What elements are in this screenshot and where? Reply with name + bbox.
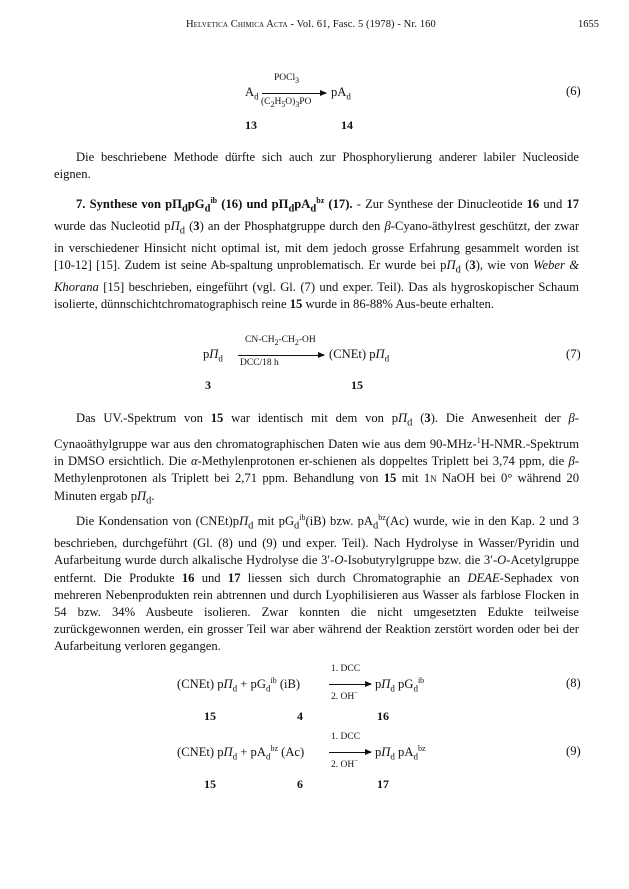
eq6-number: (6): [566, 84, 581, 98]
eq9-reagent-bottom: 2. OH−: [331, 757, 359, 771]
eq9-reagent-top: 1. DCC: [331, 732, 361, 742]
eq7-reactant: $p\Pi_d$: [203, 347, 223, 364]
reaction-arrow-icon: [329, 752, 371, 753]
eq6-label-left: 13: [245, 118, 257, 132]
reaction-arrow-icon: [262, 93, 326, 94]
journal-details: - Vol. 61, Fasc. 5 (1978) - Nr. 160: [287, 19, 436, 30]
eq6-reagent-top: POCl$_3$: [274, 73, 300, 85]
eq8-label-1: 15: [204, 709, 216, 723]
eq6-product: $pA_d$: [331, 85, 351, 102]
eq7-number: (7): [566, 347, 581, 361]
paragraph-1: [54, 149, 579, 183]
eq9-label-2: 6: [297, 777, 303, 791]
eq7-reagent-bottom: DCC/18 h: [240, 358, 279, 368]
eq9-label-3: 17: [377, 777, 389, 791]
eq8-reactants: (CNEt) $p\Pi_d + pG_d^{ib}$ (iB): [177, 676, 301, 694]
eq7-product: (CNEt) $p\Pi_d$: [329, 347, 390, 364]
running-header: [0, 19, 629, 33]
eq7-label-right: 15: [351, 378, 363, 392]
eq9-reactants: (CNEt) $p\Pi_d + pA_d^{bz}$ (Ac): [177, 744, 305, 762]
paragraph-1-text: Die beschriebene Methode dürfte sich auch zur Phosphorylierung anderer labiler Nucleoside eignen.: [54, 150, 579, 182]
paragraph-3-text: Die Kondensation von $(CNEt)p\Pi_d$ mit $pG_d^{ib}(iB)$ bzw. $pA_d^{bz}(Ac)$ wurde, wie in den Kap. 2 und 3 beschrieben, durchgeführt (Gl. (8) und (9) und exper. Teil). Nach Hydrolyse in Wasser/Pyridin und Aufarbeitung wurde durch alkalische Hydrolyse die 3′-O-Isobutyrylgruppe bzw. die 3′-O-Acetylgruppe entfernt. Die Produkte 16 und 17 liessen sich durch Chromatographie an DEAE-Sephadex von mehreren Nebenprodukten rein abtrennen und durch Lyophilisieren aus Wasser als farblose Flocken in 54 bzw. 34% Ausbeute isolieren. Zwar konnten die nicht umgesetzten Edukte teilweise zurückgewonnen werden, ein grosser Teil war aber während der Reaktion zerstört worden oder bei der Aufarbeitung verloren gegangen.: [54, 513, 579, 654]
eq8-number: (8): [566, 676, 581, 690]
running-title: [186, 19, 436, 30]
eq9-number: (9): [566, 744, 581, 758]
section-7-heading: 7. Synthese von $p\Pi_dpG_d^{ib}$ (16) und $p\Pi_dpA_d^{bz}$ (17).: [76, 196, 353, 215]
eq8-product: $p\Pi_d$ $pG_d^{ib}$: [375, 676, 425, 694]
reaction-arrow-icon: [238, 355, 324, 356]
paragraph-2: [54, 410, 579, 656]
eq7-reagent-top: $CN-CH_2-CH_2-OH$: [245, 335, 316, 347]
eq6-label-right: 14: [341, 118, 353, 132]
eq8-label-2: 4: [297, 709, 303, 723]
eq7-label-left: 3: [205, 378, 211, 392]
eq8-reagent-top: 1. DCC: [331, 664, 361, 674]
eq9-product: $p\Pi_d$ $pA_d^{bz}$: [375, 744, 426, 762]
eq6-reagent-bottom: $(C_2H_5O)_3PO$: [261, 97, 312, 109]
paragraph-2-text: Das UV.-Spektrum von 15 war identisch mit dem von $p\Pi_d$ (3). Die Anwesenheit der β-Cynaoäthylgruppe war aus den chromatographischen Daten wie aus dem 90-MHz-$^1$H-NMR.-Spektrum in DMSO ersichtlich. Die α-Methylenprotonen er-schienen als doppeltes Triplett bei 3,74 ppm, die β-Methylenprotonen als Triplett bei 2,71 ppm. Behandlung von 15 mit 1n NaOH bei 0° während 20 Minuten ergab $p\Pi_d$.: [54, 411, 579, 507]
eq8-label-3: 16: [377, 709, 389, 723]
eq8-reagent-bottom: 2. OH−: [331, 689, 359, 703]
section-7-text: 7. Synthese von $p\Pi_dpG_d^{ib}$ (16) und $p\Pi_dpA_d^{bz}$ (17). - Zur Synthese der Dinucleotide 16 und 17 wurde das Nucleotid $p\Pi_d$ (3) an der Phosphatgruppe durch den β-Cyano-äthylrest geschützt, der zwar in verschiedener Hinsicht nicht optimal ist, mit dem jedoch grosse Erfahrung gesammelt worden ist [10-12] [15]. Zudem ist seine Ab-spaltung unproblematisch. Er wurde bei $p\Pi_d$ (3), wie von Weber & Khorana [15] beschrieben, eingeführt (vgl. Gl. (7) und exper. Teil). Das als hygroskopischer Schaum isolierte, dünnschichtchromatographisch reine 15 wurde in 86-88% Aus-beute erhalten.: [54, 196, 580, 311]
journal-name: Helvetica Chimica Acta: [186, 19, 288, 30]
page-number: 1655: [578, 19, 599, 30]
reaction-arrow-icon: [329, 684, 371, 685]
eq6-reactant: $A_d$: [245, 85, 259, 102]
section-7: [54, 192, 579, 313]
eq9-label-1: 15: [204, 777, 216, 791]
